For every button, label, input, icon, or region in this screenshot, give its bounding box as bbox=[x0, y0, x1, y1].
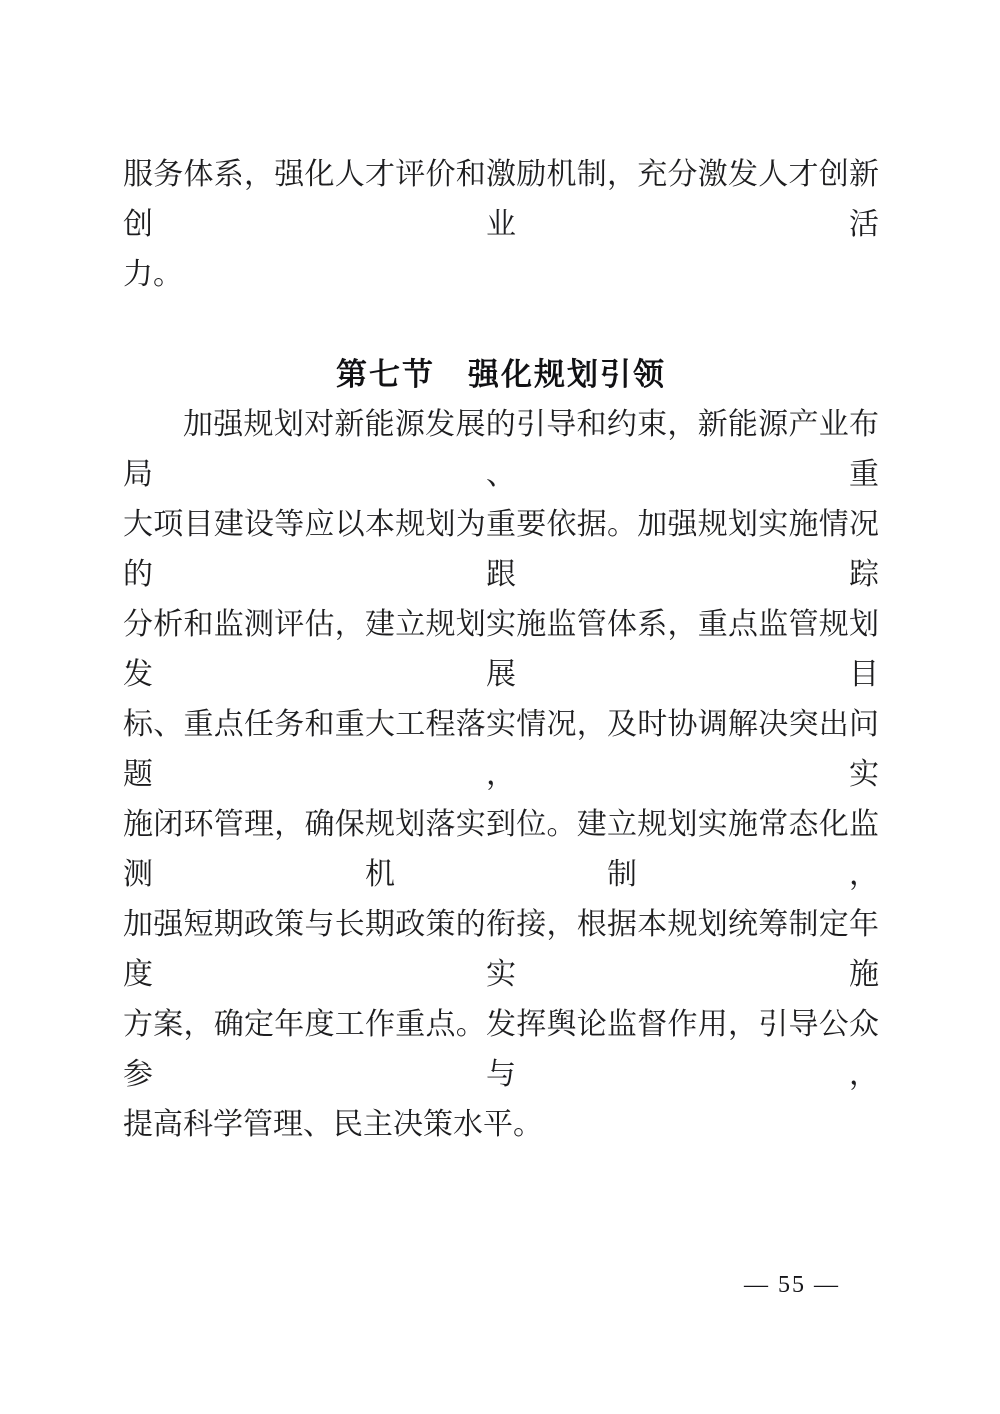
paragraph-line: 加强短期政策与长期政策的衔接，根据本规划统筹制定年度实施 bbox=[123, 908, 879, 991]
paragraph-line: 施闭环管理，确保规划落实到位。建立规划实施常态化监测机制， bbox=[123, 808, 879, 891]
paragraph-line: 标、重点任务和重大工程落实情况，及时协调解决突出问题，实 bbox=[123, 708, 879, 791]
paragraph-line: 服务体系，强化人才评价和激励机制，充分激发人才创新创业活 bbox=[123, 158, 879, 241]
section-heading: 第七节 强化规划引领 bbox=[336, 357, 666, 392]
paragraph-line: 提高科学管理、民主决策水平。 bbox=[123, 1108, 543, 1141]
paragraph-line: 分析和监测评估，建立规划实施监管体系，重点监管规划发展目 bbox=[123, 608, 879, 691]
paragraph-line: 方案，确定年度工作重点。发挥舆论监督作用，引导公众参与， bbox=[123, 1008, 879, 1091]
paragraph-line: 加强规划对新能源发展的引导和约束，新能源产业布局、重 bbox=[123, 408, 879, 491]
page-number: — 55 — bbox=[744, 1272, 840, 1298]
page-content bbox=[123, 150, 879, 1150]
paragraph-line: 力。 bbox=[123, 258, 183, 291]
paragraph-line: 大项目建设等应以本规划为重要依据。加强规划实施情况的跟踪 bbox=[123, 508, 879, 591]
